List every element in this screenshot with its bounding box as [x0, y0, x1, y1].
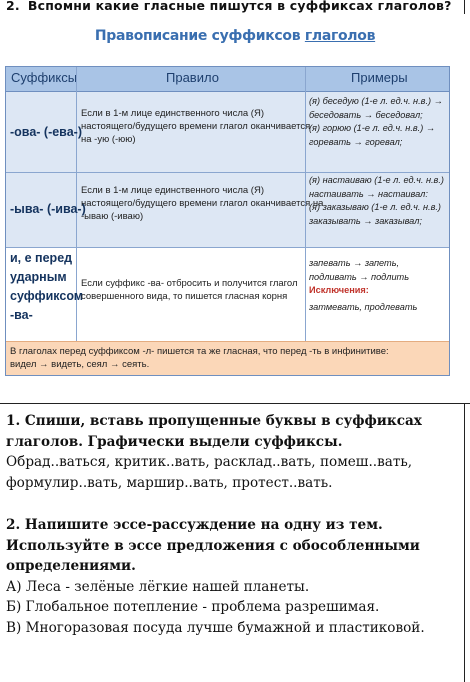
row-3-example-line: подливать → подлить: [309, 271, 410, 282]
row-1-rule-line: настоящего/будущего времени глагол оканчивается: [81, 121, 311, 132]
right-border-top: [464, 0, 465, 14]
row-1-rule-line: на -ую (-юю): [81, 134, 136, 145]
task-2: [6, 515, 464, 638]
header-suffixes: Суффиксы: [11, 70, 78, 85]
row-2-example-line: (я) заказываю (1-е л. ед.ч. н.в.): [309, 202, 441, 213]
table-title-underlined: глаголов: [304, 28, 376, 44]
task-2-option: В) Многоразовая посуда лучше бумажной и пластиковой.: [6, 619, 425, 636]
row-3-rule-line: совершенного вида, то пишется гласная корня: [81, 291, 288, 302]
row-divider-2: [6, 247, 449, 248]
row-3-examples: [309, 257, 417, 314]
task-2-option: Б) Глобальное потепление - проблема разрешимая.: [6, 599, 380, 615]
section-divider: [0, 403, 470, 404]
row-2-suffix: -ыва- (-ива-): [10, 202, 86, 216]
exceptions-words: затмевать, продлевать: [309, 301, 418, 312]
top-question-number: 2.: [6, 0, 20, 13]
row-3-suffix-line: ударным: [10, 270, 67, 284]
note-line: видел → видеть, сеял → сеять.: [10, 359, 150, 370]
row-3-suffix: [10, 249, 83, 325]
rules-table: [5, 66, 450, 376]
row-3-suffix-line: и, е перед: [10, 251, 73, 265]
row-1-example-line: (я) беседую (1-е л. ед.ч. н.в.) →: [309, 96, 443, 106]
task-1-heading: 1. Спиши, вставь пропущенные буквы в суффиксах глаголов. Графически выдели суффиксы.: [6, 413, 422, 450]
row-3-suffix-line: -ва-: [10, 308, 33, 322]
row-2-rule-line: -ываю (-иваю): [81, 211, 144, 222]
row-1-example-line: беседовать → беседовал;: [309, 109, 423, 120]
row-2-rule: [81, 184, 323, 223]
note-line: В глаголах перед суффиксом -л- пишется та же гласная, что перед -ть в инфинитиве:: [10, 346, 389, 357]
row-1-example-line: горевать → горевал;: [309, 136, 403, 147]
table-note: [6, 341, 449, 375]
row-1-rule: [81, 107, 310, 146]
row-3-rule: [81, 277, 298, 303]
row-2-examples: [309, 174, 444, 228]
row-2-example-line: заказывать → заказывал;: [309, 215, 422, 226]
exceptions-label: Исключения:: [309, 285, 369, 296]
row-2-rule-line: настоящего/будущего времени глагол оканчивается на: [81, 198, 324, 209]
row-2-rule-line: Если в 1-м лице единственного числа (Я): [81, 185, 264, 196]
right-border-bottom: [464, 403, 465, 682]
task-1-words: Обрад..ваться, критик..вать, расклад..вать, помеш..вать, формулир..вать, маршир..вать, протест..вать.: [6, 454, 413, 491]
row-1-example-line: (я) горюю (1-е л. ед.ч. н.в.) →: [309, 123, 436, 134]
top-question: [6, 0, 464, 16]
header-rule: Правило: [166, 70, 219, 85]
row-3-example-line: запевать → запеть,: [309, 258, 400, 268]
row-1-examples: [309, 95, 443, 149]
row-3-rule-line: Если суффикс -ва- отбросить и получится глагол: [81, 278, 298, 289]
table-header: [6, 67, 449, 92]
table-title: [0, 28, 470, 44]
row-divider-1: [6, 172, 449, 173]
header-examples: Примеры: [351, 70, 408, 85]
top-question-text: Вспомни какие гласные пишутся в суффиксах глаголов?: [27, 0, 452, 13]
task-1: [6, 411, 464, 493]
row-2-example-line: настаивать → настаивал:: [309, 188, 428, 199]
row-1-suffix: -ова- (-ева-): [10, 125, 82, 139]
row-1-rule-line: Если в 1-м лице единственного числа (Я): [81, 108, 264, 119]
task-2-option: А) Леса - зелёные лёгкие нашей планеты.: [6, 578, 310, 595]
row-3-suffix-line: суффиксом: [10, 289, 84, 303]
table-title-prefix: Правописание суффиксов: [94, 28, 305, 44]
task-2-heading: 2. Напишите эссе-рассуждение на одну из тем. Используйте в эссе предложения с обособленными определениями.: [6, 517, 420, 574]
row-2-example-line: (я) настаиваю (1-е л. ед.ч. н.в.): [309, 175, 444, 185]
